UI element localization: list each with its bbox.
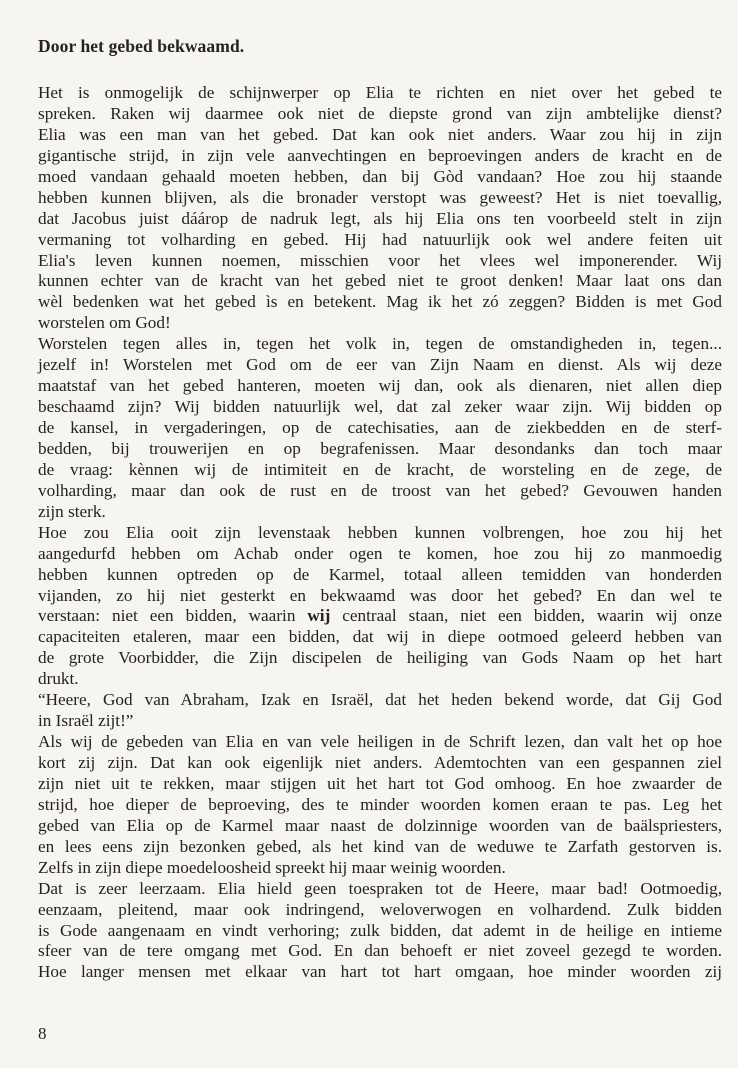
body-text bbox=[38, 83, 722, 983]
text-line: zijn niet uit te rekken, maar stijgen uit het hart tot God omhoog. En hoe zwaarder de bbox=[38, 773, 722, 793]
text-line: kort zij zijn. Dat kan ook eigenlijk niet anders. Ademtochten van een gespannen ziel bbox=[38, 753, 722, 772]
section-heading: Door het gebed bekwaamd. bbox=[38, 36, 245, 56]
emphasis-word: wij bbox=[307, 606, 331, 626]
text-line: gebed van Elia op de Karmel maar naast de dolzinnige woorden van de baälspriesters, bbox=[38, 815, 722, 835]
text-segment: centraal staan, niet een bidden, waarin wij onze bbox=[330, 606, 722, 626]
text-line: eenzaam, pleitend, maar ook indringend, weloverwogen en volhardend. Zulk bidden bbox=[38, 899, 722, 919]
text-line: Elia was een man van het gebed. Dat kan ook niet anders. Waar zou hij in zijn bbox=[38, 124, 722, 144]
text-line: hebben kunnen optreden op de Karmel, totaal alleen temidden van honderden bbox=[38, 564, 722, 584]
text-line: kunnen echter van de kracht van het gebed niet te groot denken! Maar laat ons dan bbox=[38, 271, 722, 291]
text-line: moed vandaan gehaald moeten hebben, dan bij Gòd vandaan? Hoe zou hij staande bbox=[38, 166, 722, 186]
text-line: wèl bedenken wat het gebed ìs en betekent. Mag ik het zó zeggen? Bidden is met God bbox=[38, 292, 722, 312]
text-line: spreken. Raken wij daarmee ook niet de diepste grond van zijn ambtelijke dienst? bbox=[38, 103, 722, 123]
text-line: volharding, maar dan ook de rust en de troost van het gebed? Gevouwen handen bbox=[38, 480, 722, 500]
text-line: strijd, hoe dieper de beproeving, des te minder woorden komen eraan te pas. Leg het bbox=[38, 794, 722, 814]
text-line: zijn sterk. bbox=[38, 501, 106, 521]
text-line: aangedurfd hebben om Achab onder ogen te komen, hoe zou hij zo manmoedig bbox=[38, 543, 722, 563]
text-line: Zelfs in zijn diepe moedeloosheid spreekt hij maar weinig woorden. bbox=[38, 857, 506, 877]
text-line: Hoe langer mensen met elkaar van hart tot hart omgaan, hoe minder woorden zij bbox=[38, 962, 722, 982]
text-line: hebben kunnen blijven, als die bronader verstopt was geweest? Het is niet toevallig, bbox=[38, 187, 722, 207]
text-line: vermaning tot volharding en gebed. Hij had natuurlijk ook wel andere feiten uit bbox=[38, 229, 722, 249]
text-line: vijanden, zo hij niet gesterkt en bekwaamd was door het gebed? En dan wel te bbox=[38, 585, 722, 605]
text-line: “Heere, God van Abraham, Izak en Israël, dat het heden bekend worde, dat Gij God bbox=[38, 690, 722, 710]
text-line: Als wij de gebeden van Elia en van vele heiligen in de Schrift lezen, dan valt het op hoe bbox=[38, 732, 722, 752]
text-line: bedden, bij trouwerijen en op begrafenissen. Maar desondanks dan toch maar bbox=[38, 438, 722, 458]
text-line: dat Jacobus juist dáárop de nadruk legt, als hij Elia ons ten voorbeeld stelt in zijn bbox=[38, 208, 722, 228]
text-line: Elia's leven kunnen noemen, misschien voor het vlees wel imponerender. Wij bbox=[38, 250, 722, 270]
text-line: Hoe zou Elia ooit zijn levenstaak hebben kunnen volbrengen, hoe zou hij het bbox=[38, 522, 722, 542]
page-number: 8 bbox=[38, 1024, 47, 1043]
text-line: de grote Voorbidder, die Zijn discipelen de heiliging van Gods Naam op het hart bbox=[38, 648, 722, 668]
text-line: drukt. bbox=[38, 669, 79, 689]
text-line: maatstaf van het gebed hanteren, moeten wij dan, ook als dienaren, niet allen diep bbox=[38, 376, 722, 396]
text-line: sfeer van de tere omgang met God. En dan behoeft er niet zoveel gezegd te worden. bbox=[38, 941, 722, 961]
text-line: jezelf in! Worstelen met God om de eer van Zijn Naam en dienst. Als wij deze bbox=[38, 355, 722, 375]
text-line: Worstelen tegen alles in, tegen het volk in, tegen de omstandigheden in, tegen... bbox=[38, 334, 722, 354]
text-line: capaciteiten etaleren, maar een bidden, dat wij in diepe ootmoed geleerd hebben van bbox=[38, 627, 722, 647]
text-line: worstelen om God! bbox=[38, 313, 171, 333]
text-line: de vraag: kènnen wij de intimiteit en de kracht, de worsteling en de zege, de bbox=[38, 459, 722, 479]
text-line: gigantische strijd, in zijn vele aanvechtingen en beproevingen anders de kracht en de bbox=[38, 145, 722, 165]
text-line: in Israël zijt!” bbox=[38, 711, 134, 731]
text-segment: verstaan: niet een bidden, waarin bbox=[38, 606, 308, 626]
text-line: beschaamd zijn? Wij bidden natuurlijk wel, dat zal zeker waar zijn. Wij bidden op bbox=[38, 397, 722, 417]
text-line: is Gode aangenaam en vindt verhoring; zulk bidden, dat ademt in de heilige en intieme bbox=[38, 920, 722, 940]
text-line: Dat is zeer leerzaam. Elia hield geen toespraken tot de Heere, maar bad! Ootmoedig, bbox=[38, 878, 722, 898]
text-line: Het is onmogelijk de schijnwerper op Elia te richten en niet over het gebed te bbox=[38, 83, 722, 102]
text-line: en lees eens zijn bezonken gebed, als het kind van de weduwe te Zarfath gestorven is. bbox=[38, 836, 722, 856]
text-line bbox=[38, 606, 722, 627]
text-line: de kansel, in vergaderingen, op de catechisaties, aan de ziekbedden en de sterf- bbox=[38, 418, 722, 437]
